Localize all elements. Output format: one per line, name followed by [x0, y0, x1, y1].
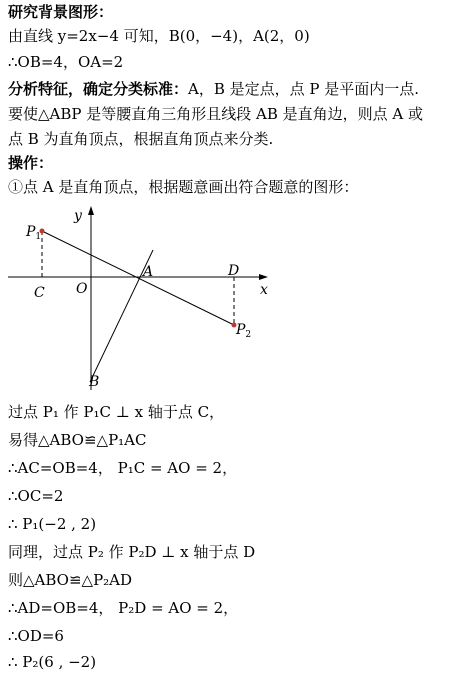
solution-line-2: 易得△ABO≌△P₁AC: [8, 431, 147, 449]
label-y: y: [74, 208, 82, 224]
label-d: D: [228, 263, 240, 279]
analysis-line-2: 要使△ABP 是等腰直角三角形且线段 AB 是直角边，则点 A 或: [8, 105, 424, 123]
analysis-text-1: A，B 是定点，点 P 是平面内一点.: [188, 80, 420, 98]
section-title: 研究背景图形：: [8, 3, 114, 21]
case-1-line: ①点 A 是直角顶点，根据题意画出符合题意的图形：: [8, 178, 359, 196]
label-p1: $P_1$: [26, 224, 42, 242]
line-p1-p2: [42, 231, 234, 325]
x-axis-arrow: [259, 274, 268, 280]
label-o: O: [76, 281, 88, 297]
analysis-line-1: [8, 79, 419, 99]
operation-label: 操作：: [8, 154, 54, 172]
solution-line-7: 则△ABO≌△P₂AD: [8, 571, 133, 589]
background-line-1: 由直线 y=2x−4 可知，B(0，−4)，A(2，0): [8, 27, 310, 45]
label-c: C: [34, 285, 45, 301]
coordinate-figure: [0, 200, 300, 395]
label-x: x: [260, 282, 268, 298]
solution-line-9: ∴OD=6: [8, 627, 64, 645]
analysis-label: 分析特征，确定分类标准：: [8, 80, 189, 98]
solution-line-4: ∴OC=2: [8, 487, 64, 505]
analysis-line-3: 点 B 为直角顶点，根据直角顶点来分类.: [8, 130, 274, 148]
y-axis-arrow: [88, 206, 94, 215]
solution-line-6: 同理，过点 P₂ 作 P₂D ⊥ x 轴于点 D: [8, 543, 256, 561]
solution-line-8: ∴AD=OB=4， P₂D = AO = 2，: [8, 599, 239, 617]
label-b: B: [89, 374, 100, 390]
label-p2: $P_2$: [236, 322, 252, 340]
label-a: A: [143, 264, 154, 280]
solution-line-1: 过点 P₁ 作 P₁C ⊥ x 轴于点 C，: [8, 403, 225, 421]
solution-line-10: ∴ P₂(6 , −2): [8, 653, 97, 671]
solution-line-5: ∴ P₁(−2 , 2): [8, 515, 97, 533]
background-line-2: ∴OB=4，OA=2: [8, 53, 124, 71]
solution-line-3: ∴AC=OB=4， P₁C = AO = 2，: [8, 459, 238, 477]
